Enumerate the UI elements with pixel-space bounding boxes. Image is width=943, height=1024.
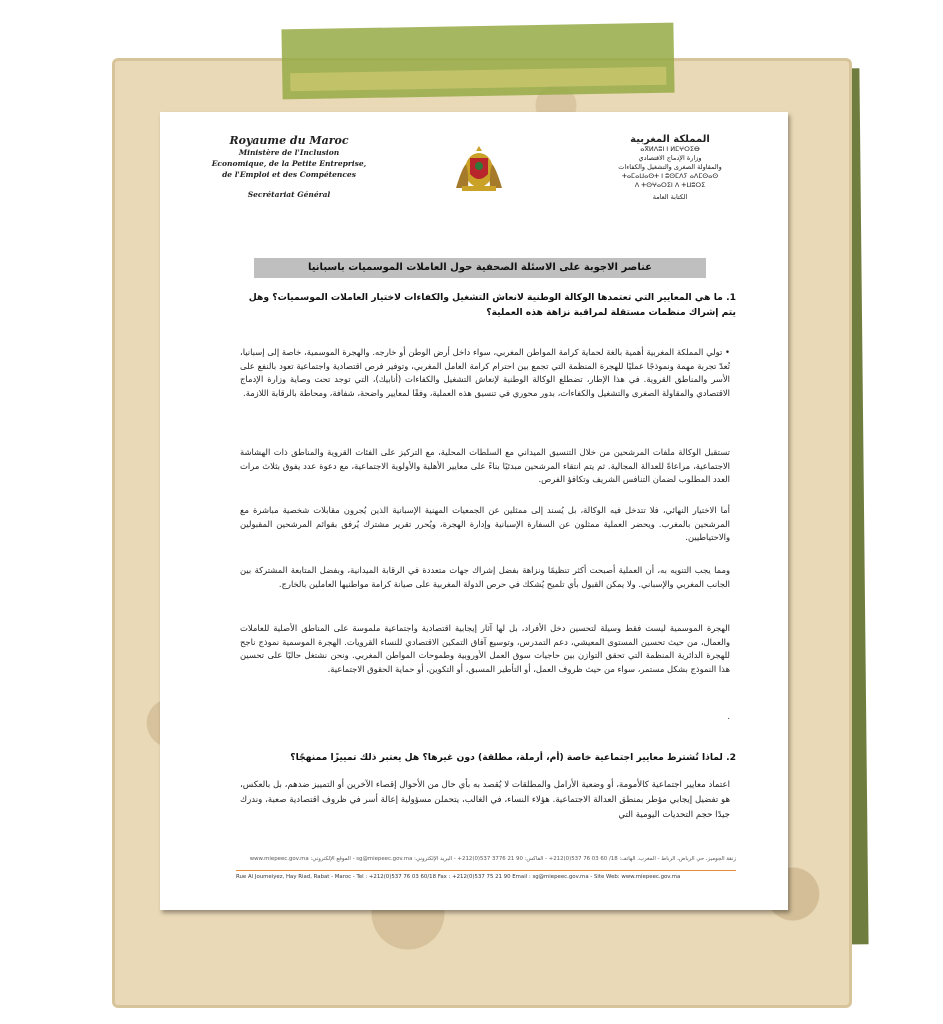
- secretariat-ar: الكتابة العامة: [652, 193, 688, 201]
- question-1-number: 1.: [726, 292, 736, 303]
- question-2: [246, 750, 736, 765]
- answer-2: اعتماد معايير اجتماعية كالأمومة، أو وضعية الأرامل والمطلقات لا يُقصد به بأي حال من الأحوال إقصاء الآخرين أو التمييز ضدهم، بل بالعكس، هو تفضيل إيجابي مؤطر بمنطق العدالة الاجتماعية. هؤلاء النساء، في الغالب، يتحملن مسؤولية إعالة أسر في ظروف اقتصادية صعبة، وندرك جيدًا حجم التحديات اليومية التي: [240, 780, 730, 820]
- paragraph-2: تستقبل الوكالة ملفات المرشحين من خلال التنسيق الميداني مع السلطات المحلية، مع التركيز على الفئات القروية والمناطق ذات الهشاشة الاجتماعية، مراعاةً للعدالة المجالية. ثم يتم انتقاء المرشحين مبدئيًا بناءً على معايير الأهلية والأولوية الاجتماعية، مع دعوة عدد يفوق بثلاث مرات العدد المطلوب لضمان التنافس الشريف وتكافؤ الفرص.: [240, 447, 730, 485]
- footer-divider: [236, 870, 736, 871]
- question-2-text: لماذا تُشترط معايير اجتماعية خاصة (أم، أرملة، مطلقة) دون غيرها؟ هل يعتبر ذلك تمييزًا ممنهجًا؟: [290, 752, 723, 763]
- question-1-text: ما هي المعايير التي تعتمدها الوكالة الوطنية لانعاش التشغيل والكفاءات لاختيار العاملات الموسميات؟ وهل يتم إشراك منظمات مستقلة لمراقبة نزاهة هذه العملية؟: [248, 292, 736, 318]
- paragraph-5: الهجرة الموسمية ليست فقط وسيلة لتحسين دخل الأفراد، بل لها آثار إيجابية اقتصادية واجتماعية ملموسة على المناطق الأصلية للعاملات والعمال، من حيث تحسين المستوى المعيشي، دعم التمدرس، وتوسيع آفاق التمكين الاقتصادي للنساء القرويات. الهجرة الموسمية نموذج ناجح للهجرة الدائرية المنظمة التي تحقق التوازن بين حاجيات سوق العمل الأوروبية وطموحات المواطن المغربي. ونحن نشتغل حاليًا على تحسين هذا النموذج بشكل مستمر، سواء من حيث ظروف العمل، أو التأطير المسبق، أو التكوين، أو حماية الحقوق الاجتماعية.: [240, 623, 730, 674]
- ministry-ar-2: والمقاولة الصغرى والتشغيل والكفاءات: [618, 163, 722, 171]
- header-arabic: [580, 134, 760, 202]
- document-title: عناصر الاجوبة على الاسئلة الصحفية حول العاملات الموسميات باسبانيا: [254, 258, 706, 278]
- kingdom-fr: Royaume du Maroc: [229, 134, 349, 147]
- tape-highlight: [290, 67, 666, 92]
- paragraph-6: .: [727, 711, 730, 721]
- header-french: [204, 134, 374, 199]
- paragraph-4: ومما يجب التنويه به، أن العملية أصبحت أكثر تنظيمًا ونزاهة بفضل إشراك جهات متعددة في الرقابة الميدانية، وبفضل المتابعة المشتركة بين الجانب المغربي والإسباني. ولا يمكن القبول بأي تلميح يُشكك في حرص الدولة المغربية على صيانة كرامة مواطنيها العاملين بالخارج.: [240, 565, 730, 589]
- footer-french-line: Rue Al Joumeiyez, Hay Riad, Rabat - Maroc - Tel : +212(0)537 76 03 60/18 Fax : +212(0)537 75 21 90 Email : sg@miepeec.gov.ma - Site Web: www.miepeec.gov.ma: [236, 874, 681, 880]
- paragraph-1: • تولي المملكة المغربية أهمية بالغة لحماية كرامة المواطن المغربي، سواء داخل أرض الوطن أو خارجه. والهجرة الموسمية، خاصة إلى إسبانيا، تُعدّ تجربة مهمة ونموذجًا عمليًا للهجرة المنظمة التي تجمع بين احترام كرامة العامل المغربي، وتوفير فرص اقتصادية واجتماعية تعود بالنفع على الأسر والمناطق القروية. في هذا الإطار، تضطلع الوكالة الوطنية لإنعاش التشغيل والكفاءات (أنابيك)، التي توجد تحت وصاية وزارة الإدماج الاقتصادي والمقاولة الصغرى والتشغيل والكفاءات، بدور محوري في تنسيق هذه العملية، وفقًا لمعايير واضحة، شفافة، ومحاطة بالرقابة اللازمة.: [240, 347, 730, 398]
- footer-arabic-line: زنقة الجوميز، حي الرياض، الرباط - المغرب. الهاتف: 18/ 60 03 76 537(0)212+ - الفاكس: 90 21 3776 537(0)212+ - البريد الإلكتروني: sg@miepeec.gov.ma - الموقع الإلكتروني: www.miepeec.gov.ma: [249, 856, 736, 862]
- paragraph-3: أما الاختيار النهائي، فلا تتدخل فيه الوكالة، بل يُسند إلى ممثلين عن الجمعيات المهنية الإسبانية الذين يُجرون مقابلات شخصية مباشرة مع المرشحين بالمغرب. ويحضر العملية ممثلون عن السفارة الإسبانية وإدارة الهجرة، ويُحرر تقرير مشترك يُرفق بقوائم المرشحين المقبولين والاحتياطيين.: [240, 505, 730, 543]
- ministry-ar-1: وزارة الإدماج الاقتصادي: [638, 154, 702, 162]
- question-1: [246, 290, 736, 320]
- tifinagh-line-3: ⴷ ⵜⵙⵖⴰⵔⵉⵏ ⴷ ⵜⵡⵓⵔⵉ: [634, 181, 706, 189]
- coat-of-arms-icon: [450, 142, 508, 194]
- kingdom-ar: المملكة المغربية: [630, 134, 710, 145]
- ministry-fr-3: de l'Emploi et des Compétences: [222, 170, 356, 179]
- tifinagh-line-2: ⵜⴰⵎⴰⵡⴰⵙⵜ ⵏ ⵓⵙⵎⴷⵢ ⴰⴷⵎⵙⴰⵙ: [621, 172, 719, 180]
- tape-strip: [281, 23, 674, 100]
- document-page: [160, 112, 788, 910]
- secretariat-fr: Secrétariat Général: [247, 190, 331, 199]
- question-2-number: 2.: [726, 752, 736, 763]
- ministry-fr-2: Economique, de la Petite Entreprise,: [211, 159, 367, 168]
- tifinagh-line-1: ⴰⴳⵍⴷⵓⵏ ⵏ ⵍⵎⵖⵔⵉⴱ: [640, 145, 700, 153]
- ministry-fr-1: Ministère de l'Inclusion: [238, 148, 340, 157]
